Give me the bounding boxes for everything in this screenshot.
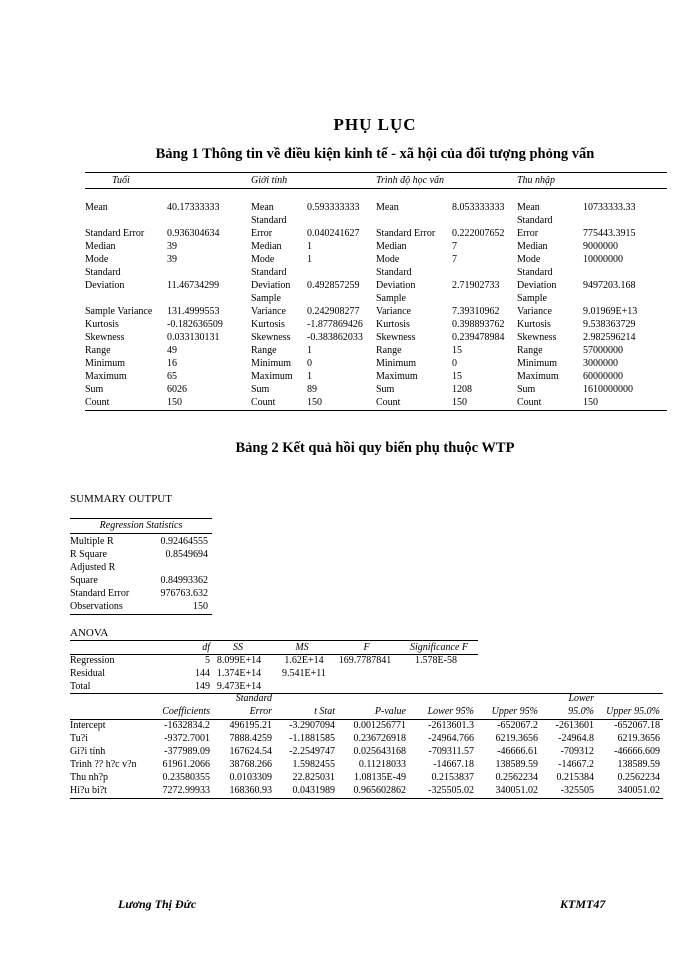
coef-header: Lower (568, 693, 594, 704)
coef-value: 496195.21 (229, 720, 272, 731)
stat-label: Deviation (376, 280, 416, 291)
stat-value: 11.46734299 (167, 280, 220, 291)
stat-value: 7 (452, 241, 457, 252)
coef-value: 0.001256771 (353, 720, 406, 731)
stat-label: Error (251, 228, 273, 239)
coef-value: 1.08135E-49 (354, 772, 406, 783)
coef-value: -1.1881585 (289, 733, 335, 744)
anova-value: 9.541E+11 (282, 668, 326, 679)
stat-label: Maximum (517, 371, 559, 382)
stat-value: 150 (167, 397, 182, 408)
coef-value: -46666.609 (614, 746, 660, 757)
regstat-value: 150 (193, 601, 208, 612)
coef-value: 61961.2066 (162, 759, 210, 770)
coef-row-label: Hi?u bi?t (70, 785, 107, 796)
stat-label: Range (85, 345, 111, 356)
stat-label: Minimum (85, 358, 126, 369)
coef-header: t Stat (314, 706, 335, 717)
stat-label: Variance (517, 306, 552, 317)
stat-label: Mode (376, 254, 400, 265)
coef-value: 0.2562234 (617, 772, 660, 783)
stat-value: 0.593333333 (307, 202, 360, 213)
regstat-label: Multiple R (70, 536, 114, 547)
stat-value: 9497203.168 (583, 280, 636, 291)
summary-output-label: SUMMARY OUTPUT (70, 493, 172, 505)
coef-value: 0.2562234 (495, 772, 538, 783)
footer-author: Lương Thị Đức (118, 897, 197, 911)
stat-label: Count (85, 397, 110, 408)
stat-label: Range (251, 345, 277, 356)
stat-value: 0.398893762 (452, 319, 505, 330)
coef-row-label: Gi?i tính (70, 746, 106, 757)
anova-row-label: Regression (70, 655, 115, 666)
stat-label: Kurtosis (376, 319, 410, 330)
stat-label: Standard (376, 267, 412, 278)
stat-value: 9000000 (583, 241, 618, 252)
anova-value: 9.473E+14 (216, 681, 262, 692)
column-group-header: Giới tính (251, 175, 288, 186)
stat-value: 150 (583, 397, 598, 408)
coef-value: -9372.7001 (164, 733, 210, 744)
coef-value: -24964.766 (428, 733, 474, 744)
stat-value: 131.4999553 (167, 306, 220, 317)
stat-label: Count (517, 397, 542, 408)
coef-header: Upper 95.0% (606, 706, 660, 717)
stat-value: 1 (307, 241, 312, 252)
stat-label: Variance (376, 306, 411, 317)
anova-value: 5 (205, 655, 210, 666)
coef-value: 7272.99933 (162, 785, 210, 796)
stat-label: Deviation (85, 280, 125, 291)
coef-value: -652067.18 (614, 720, 660, 731)
stat-label: Mean (251, 202, 274, 213)
stat-label: Sample (517, 293, 547, 304)
coef-value: 0.2153837 (431, 772, 474, 783)
regstat-label: Adjusted R (70, 562, 116, 573)
stat-label: Standard (517, 215, 553, 226)
coef-value: -377989.09 (164, 746, 210, 757)
stat-label: Minimum (376, 358, 417, 369)
stat-label: Sum (85, 384, 104, 395)
stat-value: 1208 (452, 384, 472, 395)
coef-value: -2613601 (555, 720, 594, 731)
stat-label: Mean (85, 202, 108, 213)
stat-label: Mean (376, 202, 399, 213)
footer-class: KTMT47 (560, 897, 606, 911)
coef-value: -14667.18 (433, 759, 474, 770)
stat-value: 3000000 (583, 358, 618, 369)
stat-label: Mode (251, 254, 275, 265)
stat-value: 1 (307, 371, 312, 382)
coef-value: -1632834.2 (164, 720, 210, 731)
coef-header: P-value (374, 706, 406, 717)
stat-value: 2.982596214 (583, 332, 636, 343)
stat-value: 9.01969E+13 (583, 306, 638, 317)
coef-value: 138589.59 (495, 759, 538, 770)
stat-value: 9.538363729 (583, 319, 636, 330)
stat-value: 10000000 (583, 254, 623, 265)
column-group-header: Tuổi (112, 175, 130, 186)
stat-value: -1.877869426 (307, 319, 363, 330)
coef-value: -652067.2 (497, 720, 538, 731)
coef-value: -46666.61 (497, 746, 538, 757)
stat-value: 39 (167, 241, 177, 252)
coef-value: 6219.3656 (617, 733, 660, 744)
regstat-label: Standard Error (70, 588, 130, 599)
coef-value: -14667.2 (558, 759, 594, 770)
stat-value: 15 (452, 371, 462, 382)
stat-label: Sum (517, 384, 536, 395)
stat-label: Maximum (251, 371, 293, 382)
coef-value: -709311.57 (428, 746, 474, 757)
anova-header: Significance F (409, 642, 469, 653)
regstats-header-rule (70, 533, 212, 534)
coef-value: -325505.02 (428, 785, 474, 796)
coef-header: 95.0% (568, 706, 594, 717)
coef-value: 0.025643168 (353, 746, 406, 757)
regstat-value: 976763.632 (160, 588, 208, 599)
coef-value: 38768.266 (229, 759, 272, 770)
stat-label: Range (517, 345, 543, 356)
stat-value: 57000000 (583, 345, 623, 356)
stat-value: 0 (452, 358, 457, 369)
stat-value: 10733333.33 (583, 202, 636, 213)
coef-value: -3.2907094 (289, 720, 335, 731)
stat-value: 150 (452, 397, 467, 408)
table1-bottom-rule (85, 410, 667, 411)
coef-header: Lower 95% (427, 706, 474, 717)
stat-value: -0.182636509 (167, 319, 223, 330)
stat-value: 60000000 (583, 371, 623, 382)
coef-value: 340051.02 (617, 785, 660, 796)
coef-row-label: Trình ?? h?c v?n (70, 759, 137, 770)
stat-value: 0.239478984 (452, 332, 505, 343)
stat-label: Mean (517, 202, 540, 213)
regstat-label: Square (70, 575, 98, 586)
stat-label: Median (517, 241, 548, 252)
stat-label: Sample (251, 293, 281, 304)
stat-value: 775443.3915 (583, 228, 636, 239)
coef-row-label: Thu nh?p (70, 772, 109, 783)
regstat-label: R Square (70, 549, 107, 560)
stat-value: 1610000000 (583, 384, 633, 395)
stat-label: Standard (517, 267, 553, 278)
coef-value: 22.825031 (292, 772, 335, 783)
stat-value: 1 (307, 254, 312, 265)
page-title: PHỤ LỤC (333, 115, 417, 134)
stat-value: 65 (167, 371, 177, 382)
coef-value: -2613601.3 (428, 720, 474, 731)
coef-value: 168360.93 (229, 785, 272, 796)
anova-header: F (363, 642, 370, 653)
stat-label: Mode (85, 254, 109, 265)
stat-label: Sample Variance (85, 306, 153, 317)
stat-label: Deviation (517, 280, 557, 291)
stat-value: 8.053333333 (452, 202, 505, 213)
coef-value: 1.5982455 (292, 759, 335, 770)
coef-row-label: Intercept (70, 720, 106, 731)
anova-header: MS (295, 642, 309, 653)
stat-label: Standard (251, 215, 287, 226)
table1-top-rule (85, 172, 667, 173)
stat-value: 89 (307, 384, 317, 395)
regstats-bottom-rule (70, 614, 212, 615)
coef-header: Coefficients (162, 706, 210, 717)
coef-value: 0.215384 (556, 772, 594, 783)
stat-label: Skewness (376, 332, 416, 343)
stat-value: 0.033130131 (167, 332, 220, 343)
stat-label: Sample (376, 293, 406, 304)
stat-label: Skewness (251, 332, 291, 343)
stat-label: Minimum (517, 358, 558, 369)
stat-label: Median (85, 241, 116, 252)
stat-label: Standard (85, 267, 121, 278)
anova-value: 144 (195, 668, 210, 679)
stat-value: 6026 (167, 384, 187, 395)
anova-top-rule (70, 640, 478, 641)
stat-value: 0.492857259 (307, 280, 360, 291)
stat-value: 7.39310962 (452, 306, 500, 317)
stat-label: Sum (376, 384, 395, 395)
stat-value: 0.040241627 (307, 228, 360, 239)
coef-header: Upper 95% (491, 706, 538, 717)
anova-header: SS (233, 642, 243, 653)
stat-value: 0.242908277 (307, 306, 360, 317)
table2-title: Bảng 2 Kết quả hồi quy biến phụ thuộc WTP (235, 440, 515, 456)
stat-label: Standard Error (85, 228, 145, 239)
coef-header: Error (249, 706, 272, 717)
stat-value: 15 (452, 345, 462, 356)
anova-row-label: Residual (70, 668, 105, 679)
stat-label: Median (376, 241, 407, 252)
stat-value: 40.17333333 (167, 202, 220, 213)
regstat-value: 0.84993362 (160, 575, 208, 586)
anova-value: 1.578E-58 (415, 655, 457, 666)
coef-bottom-rule (70, 798, 663, 799)
stat-label: Mode (517, 254, 541, 265)
coef-value: 0.0431989 (292, 785, 335, 796)
stat-label: Skewness (517, 332, 557, 343)
coef-value: 0.23580355 (162, 772, 210, 783)
anova-row-label: Total (70, 681, 91, 692)
stat-label: Count (376, 397, 401, 408)
table1-title: Bảng 1 Thông tin về điều kiện kinh tế - xã hội của đối tượng phỏng vấn (155, 146, 595, 162)
stat-value: 2.71902733 (452, 280, 500, 291)
stat-label: Kurtosis (85, 319, 119, 330)
coef-value: 0.965602862 (353, 785, 406, 796)
stat-value: 0.222007652 (452, 228, 505, 239)
anova-value: 1.62E+14 (284, 655, 324, 666)
regstats-header: Regression Statistics (99, 520, 183, 531)
stat-label: Standard Error (376, 228, 436, 239)
stat-label: Kurtosis (517, 319, 551, 330)
stat-label: Skewness (85, 332, 125, 343)
stat-label: Median (251, 241, 282, 252)
coef-value: 167624.54 (229, 746, 272, 757)
stat-label: Variance (251, 306, 286, 317)
stat-label: Sum (251, 384, 270, 395)
stat-label: Standard (251, 267, 287, 278)
coef-row-label: Tu?i (70, 733, 88, 744)
stat-label: Error (517, 228, 539, 239)
coef-value: -24964.8 (558, 733, 594, 744)
stat-label: Kurtosis (251, 319, 285, 330)
regstat-label: Observations (70, 601, 123, 612)
stat-value: 1 (307, 345, 312, 356)
stat-label: Count (251, 397, 276, 408)
stat-value: 150 (307, 397, 322, 408)
coef-value: 138589.59 (617, 759, 660, 770)
stat-value: 0.936304634 (167, 228, 220, 239)
coef-value: 0.236726918 (353, 733, 406, 744)
anova-value: 1.374E+14 (216, 668, 262, 679)
stat-label: Maximum (376, 371, 418, 382)
stat-value: -0.383862033 (307, 332, 363, 343)
coef-value: 0.11218033 (358, 759, 406, 770)
regstat-value: 0.8549694 (165, 549, 208, 560)
stat-value: 49 (167, 345, 177, 356)
stat-label: Range (376, 345, 402, 356)
stat-value: 16 (167, 358, 177, 369)
anova-value: 169.7787841 (338, 655, 392, 666)
coef-header: Standard (235, 693, 272, 704)
coef-value: -709312 (560, 746, 594, 757)
regstats-top-rule (70, 518, 212, 519)
stat-value: 39 (167, 254, 177, 265)
stat-value: 7 (452, 254, 457, 265)
coef-value: -2.2549747 (289, 746, 335, 757)
stat-label: Deviation (251, 280, 291, 291)
anova-value: 149 (195, 681, 210, 692)
coef-value: 0.0103309 (229, 772, 272, 783)
anova-label: ANOVA (70, 627, 109, 639)
coef-value: -325505 (560, 785, 594, 796)
coef-value: 340051.02 (495, 785, 538, 796)
anova-header: df (202, 642, 210, 653)
column-group-header: Trình độ học vấn (376, 175, 445, 186)
column-group-header: Thu nhập (517, 175, 556, 186)
anova-value: 8.099E+14 (216, 655, 262, 666)
table1-header-rule (85, 188, 667, 189)
stat-label: Minimum (251, 358, 292, 369)
coef-value: 6219.3656 (495, 733, 538, 744)
stat-value: 0 (307, 358, 312, 369)
coef-value: 7888.4259 (229, 733, 272, 744)
regstat-value: 0.92464555 (160, 536, 208, 547)
stat-label: Maximum (85, 371, 127, 382)
